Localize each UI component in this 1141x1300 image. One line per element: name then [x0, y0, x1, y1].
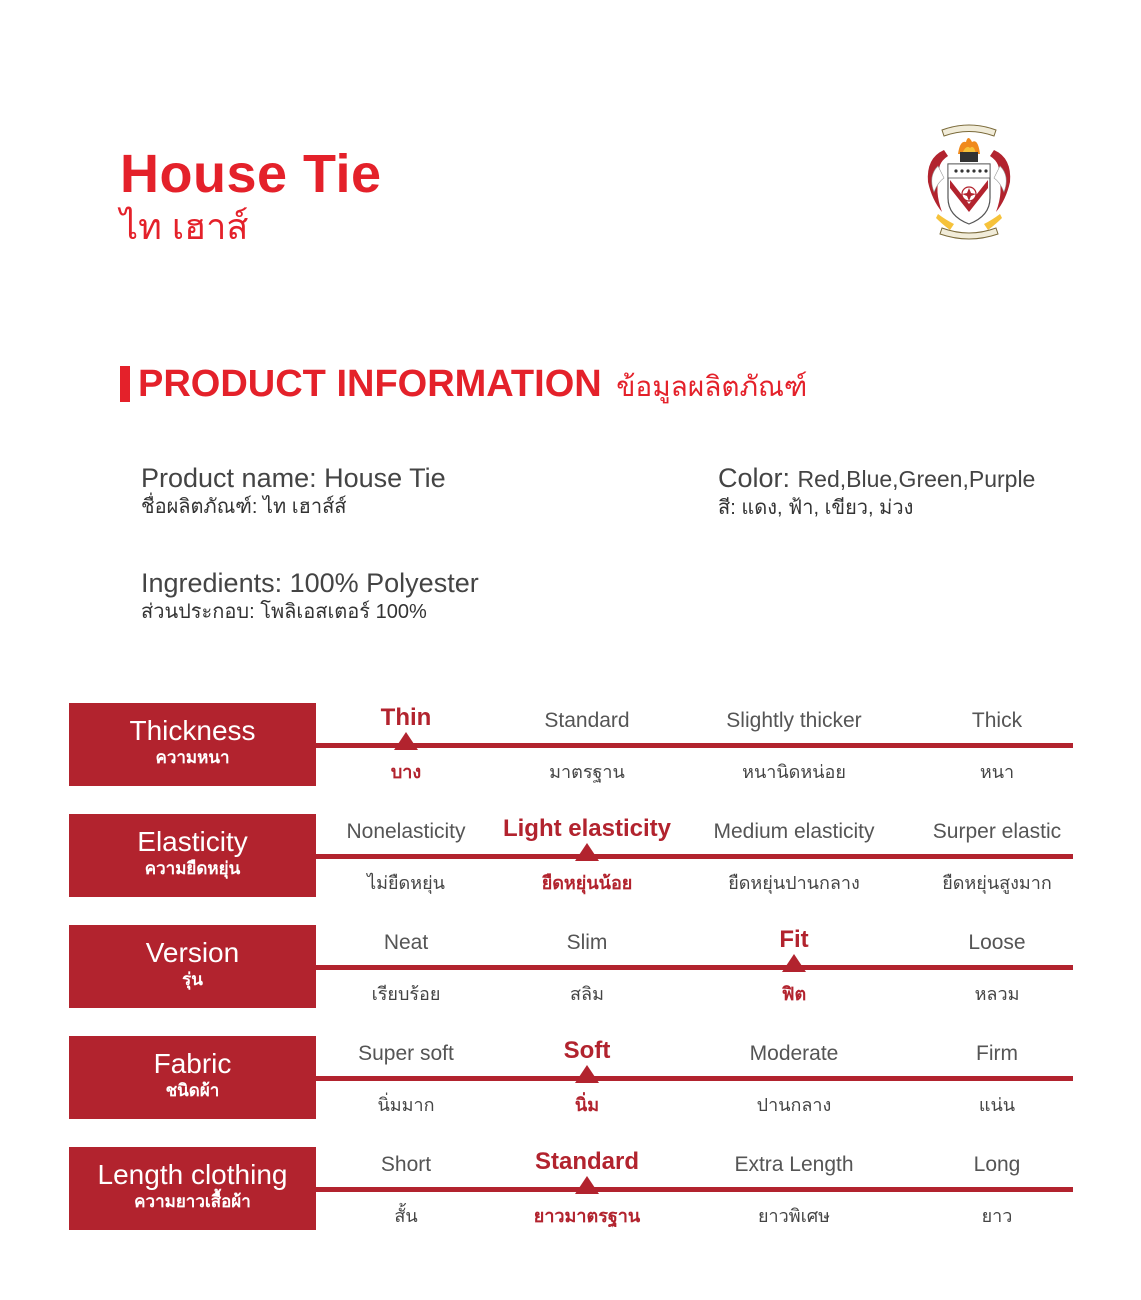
option-label-th: เรียบร้อย	[371, 984, 441, 1004]
attribute-label-th: ชนิดผ้า	[165, 1081, 220, 1100]
attribute-label-en: Version	[145, 937, 240, 968]
ingredients-block	[141, 567, 479, 625]
scale-option-selected	[306, 703, 506, 786]
option-label-th: ยาวมาตรฐาน	[533, 1206, 641, 1226]
option-label-th: บาง	[390, 762, 422, 782]
attribute-row	[69, 703, 1073, 786]
option-label-en: Surper elastic	[932, 820, 1062, 843]
attribute-label	[69, 1036, 316, 1119]
scale-option	[306, 814, 506, 897]
product-name-block	[141, 462, 446, 520]
option-label-en: Neat	[383, 931, 429, 954]
attribute-row	[69, 1036, 1073, 1119]
scale-option	[897, 1036, 1097, 1119]
option-label-th: สั้น	[394, 1206, 418, 1226]
color-line	[718, 462, 1035, 495]
option-label-en: Long	[973, 1153, 1021, 1176]
ingredients-thai: ส่วนประกอบ: โพลิเอสเตอร์ 100%	[141, 601, 427, 623]
school-crest-icon	[924, 120, 1014, 242]
triangle-marker-icon	[575, 843, 599, 861]
attribute-label-en: Length clothing	[97, 1159, 288, 1190]
section-title-th: ข้อมูลผลิตภัณฑ์	[616, 371, 808, 402]
attribute-row	[69, 1147, 1073, 1230]
scale-option	[897, 1147, 1097, 1230]
option-label-en: Slim	[566, 931, 608, 954]
option-label-en: Nonelasticity	[346, 820, 466, 843]
option-label-th: ยืดหยุ่นสูงมาก	[942, 873, 1052, 893]
option-label-en: Slightly thicker	[726, 709, 862, 732]
option-label-th: ไม่ยืดหยุ่น	[367, 873, 445, 893]
scale-option	[694, 703, 894, 786]
option-label-th: หลวม	[974, 984, 1020, 1004]
option-label-th: ปานกลาง	[756, 1095, 832, 1115]
option-label-th: ยืดหยุ่นน้อย	[541, 873, 633, 893]
attribute-row	[69, 925, 1073, 1008]
scale-option	[306, 925, 506, 1008]
scale-option-selected	[694, 925, 894, 1008]
option-label-en: Thin	[380, 704, 432, 731]
triangle-marker-icon	[394, 732, 418, 750]
section-title-en: PRODUCT INFORMATION	[138, 363, 602, 405]
attribute-label-en: Fabric	[153, 1048, 232, 1079]
option-label-th: สลิม	[570, 984, 604, 1004]
scale-option	[897, 814, 1097, 897]
option-label-th: นิ่มมาก	[377, 1095, 435, 1115]
triangle-marker-icon	[575, 1176, 599, 1194]
scale-option	[306, 1036, 506, 1119]
triangle-marker-icon	[782, 954, 806, 972]
color-thai: สี: แดง, ฟ้า, เขียว, ม่วง	[718, 497, 914, 519]
option-label-en: Extra Length	[734, 1153, 854, 1176]
option-label-en: Standard	[534, 1148, 639, 1175]
attribute-label	[69, 703, 316, 786]
scale-option-selected	[487, 1036, 687, 1119]
option-label-th: หนา	[979, 762, 1015, 782]
product-name-thai: ชื่อผลิตภัณฑ์: ไท เฮาส์ส์	[141, 496, 347, 518]
attribute-label	[69, 814, 316, 897]
attribute-label-th: ความหนา	[155, 748, 230, 767]
attribute-scales	[69, 703, 1073, 1258]
section-title	[138, 360, 807, 411]
color-block	[718, 462, 1035, 521]
color-label: Color:	[718, 463, 791, 493]
page-title-thai: ไท เฮาส์	[120, 206, 249, 247]
option-label-en: Standard	[544, 709, 630, 732]
attribute-row	[69, 814, 1073, 897]
page-title: House Tie	[120, 144, 382, 204]
scale-option	[897, 925, 1097, 1008]
scale-option	[694, 1036, 894, 1119]
option-label-en: Short	[380, 1153, 432, 1176]
option-label-en: Fit	[779, 926, 809, 953]
option-label-en: Light elasticity	[502, 815, 672, 842]
option-label-en: Medium elasticity	[713, 820, 875, 843]
option-label-en: Firm	[976, 1042, 1018, 1065]
scale-option-selected	[487, 814, 687, 897]
attribute-label-th: ความยืดหยุ่น	[144, 859, 241, 878]
option-label-th: ยืดหยุ่นปานกลาง	[728, 873, 860, 893]
scale-option	[306, 1147, 506, 1230]
product-name: Product name: House Tie	[141, 463, 446, 493]
attribute-label-en: Elasticity	[137, 826, 248, 857]
scale-option	[694, 1147, 894, 1230]
scale-option	[897, 703, 1097, 786]
option-label-th: ยาว	[981, 1206, 1013, 1226]
option-label-th: ฟิต	[781, 984, 807, 1004]
color-value: Red,Blue,Green,Purple	[797, 466, 1036, 492]
scale-option	[694, 814, 894, 897]
scale-option-selected	[487, 1147, 687, 1230]
section-accent-bar	[120, 366, 130, 402]
option-label-th: หนานิดหน่อย	[742, 762, 846, 782]
option-label-en: Loose	[968, 931, 1026, 954]
attribute-label	[69, 1147, 316, 1230]
attribute-label	[69, 925, 316, 1008]
option-label-th: แน่น	[978, 1095, 1016, 1115]
option-label-th: มาตรฐาน	[549, 762, 625, 782]
attribute-label-en: Thickness	[129, 715, 256, 746]
scale-option	[487, 925, 687, 1008]
option-label-th: ยาวพิเศษ	[757, 1206, 831, 1226]
option-label-en: Soft	[563, 1037, 611, 1064]
option-label-en: Thick	[971, 709, 1023, 732]
triangle-marker-icon	[575, 1065, 599, 1083]
scale-option	[487, 703, 687, 786]
option-label-en: Super soft	[358, 1042, 454, 1065]
option-label-en: Moderate	[749, 1042, 839, 1065]
option-label-th: นิ่ม	[574, 1095, 600, 1115]
attribute-label-th: ความยาวเสื้อผ้า	[134, 1192, 251, 1211]
attribute-label-th: รุ่น	[182, 970, 203, 989]
ingredients: Ingredients: 100% Polyester	[141, 568, 479, 598]
